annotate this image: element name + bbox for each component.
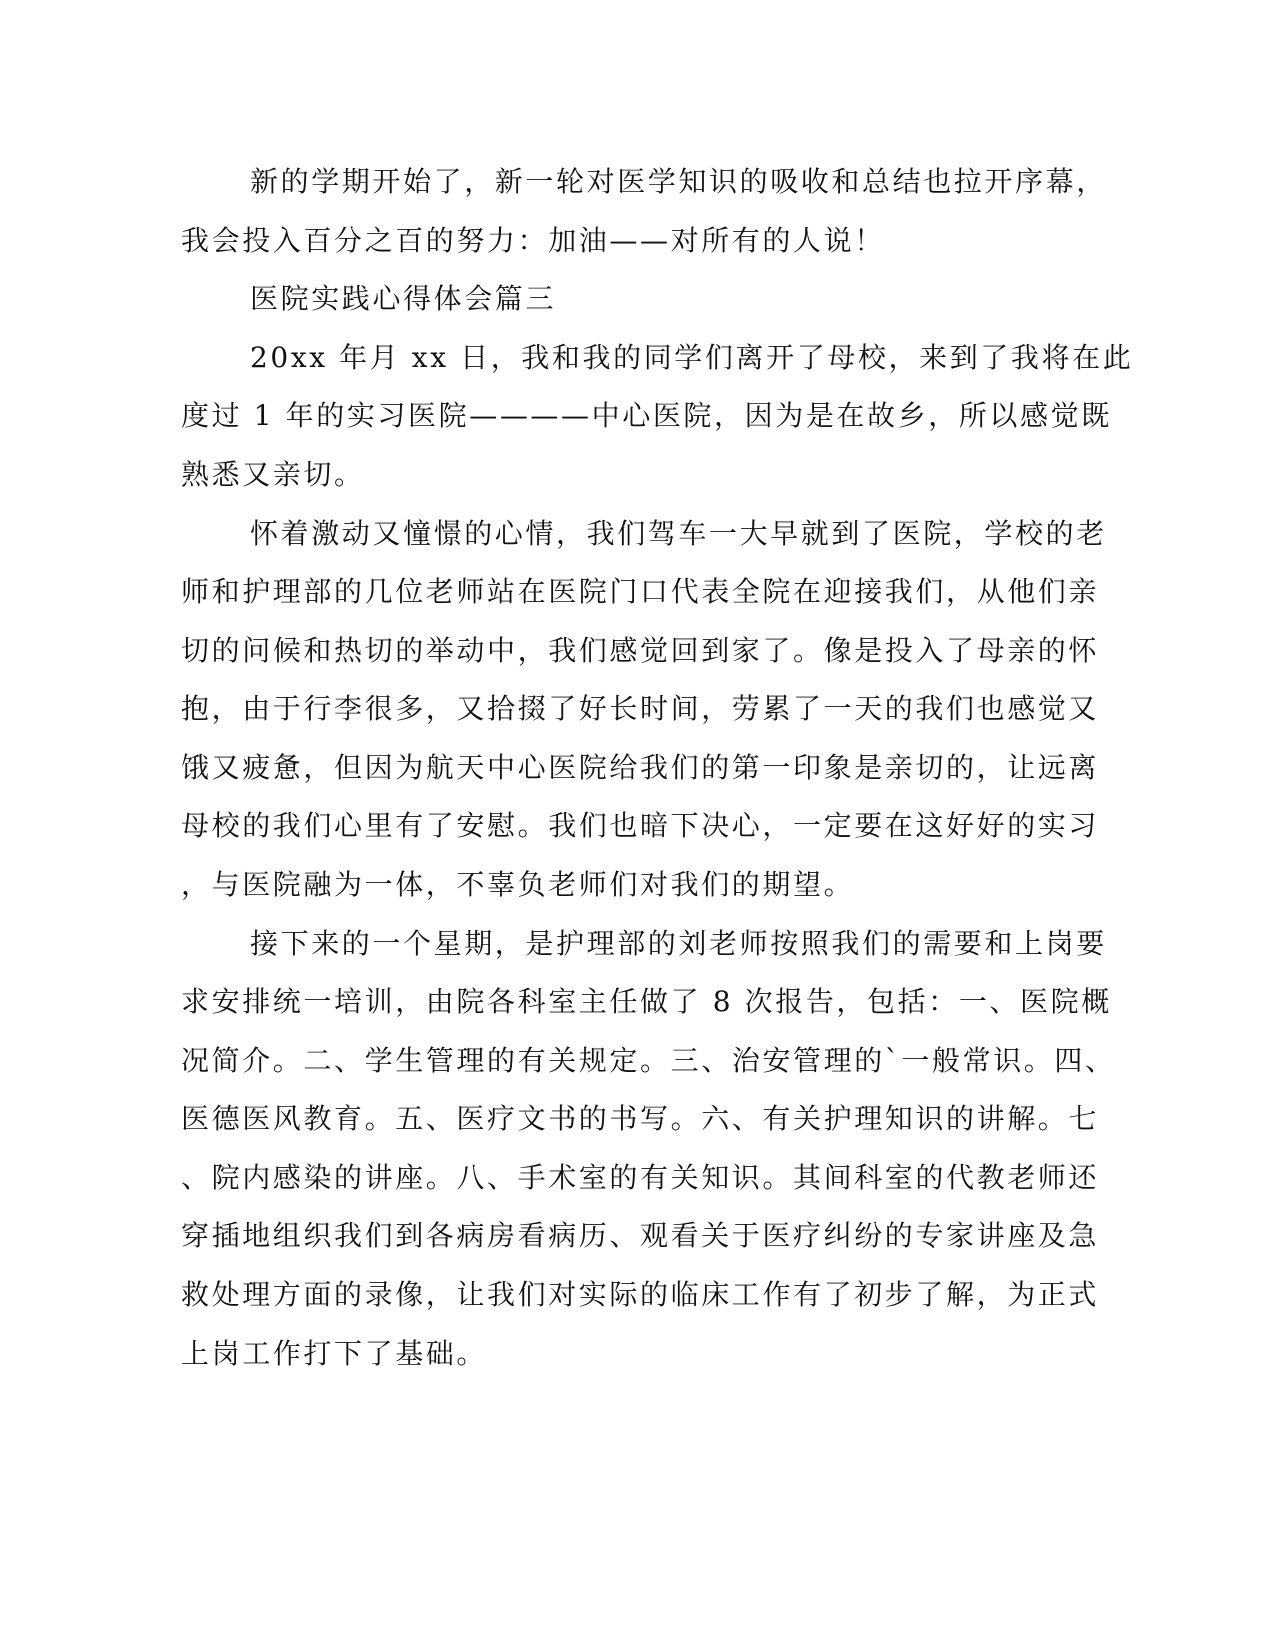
text-line: 接下来的一个星期，是护理部的刘老师按照我们的需要和上岗要 [250,927,1107,960]
text-line: 抱，由于行李很多，又拾掇了好长时间，劳累了一天的我们也感觉又 [181,692,1100,725]
text-line: 怀着激动又憧憬的心情，我们驾车一大早就到了医院，学校的老 [250,517,1107,550]
text-line: 20xx 年月 xx 日，我和我的同学们离开了母校，来到了我将在此 [250,341,1134,374]
text-line: 饿又疲惫，但因为航天中心医院给我们的第一印象是亲切的，让远离 [181,751,1100,784]
text-line: 、院内感染的讲座。八、手术室的有关知识。其间科室的代教老师还 [181,1161,1100,1194]
text-line: 母校的我们心里有了安慰。我们也暗下决心，一定要在这好好的实习 [181,809,1100,842]
text-line: 穿插地组织我们到各病房看病历、观看关于医疗纠纷的专家讲座及急 [181,1219,1100,1252]
text-line: 医德医风教育。五、医疗文书的书写。六、有关护理知识的讲解。七 [181,1102,1100,1135]
section-heading: 医院实践心得体会篇三 [250,282,557,315]
text-line: 师和护理部的几位老师站在医院门口代表全院在迎接我们，从他们亲 [181,575,1100,608]
text-line: 新的学期开始了，新一轮对医学知识的吸收和总结也拉开序幕， [250,165,1107,198]
text-line: 我会投入百分之百的努力：加油——对所有的人说！ [181,224,885,257]
text-line: ，与医院融为一体，不辜负老师们对我们的期望。 [181,868,855,901]
text-line: 况简介。二、学生管理的有关规定。三、治安管理的`一般常识。四、 [181,1044,1116,1077]
text-line: 切的问候和热切的举动中，我们感觉回到家了。像是投入了母亲的怀 [181,634,1100,667]
text-line: 熟悉又亲切。 [181,458,365,491]
text-line: 度过 1 年的实习医院————中心医院，因为是在故乡，所以感觉既 [181,399,1112,432]
text-line: 求安排统一培训，由院各科室主任做了 8 次报告，包括：一、医院概 [181,985,1112,1018]
text-line: 上岗工作打下了基础。 [181,1337,488,1370]
text-line: 救处理方面的录像，让我们对实际的临床工作有了初步了解，为正式 [181,1278,1100,1311]
